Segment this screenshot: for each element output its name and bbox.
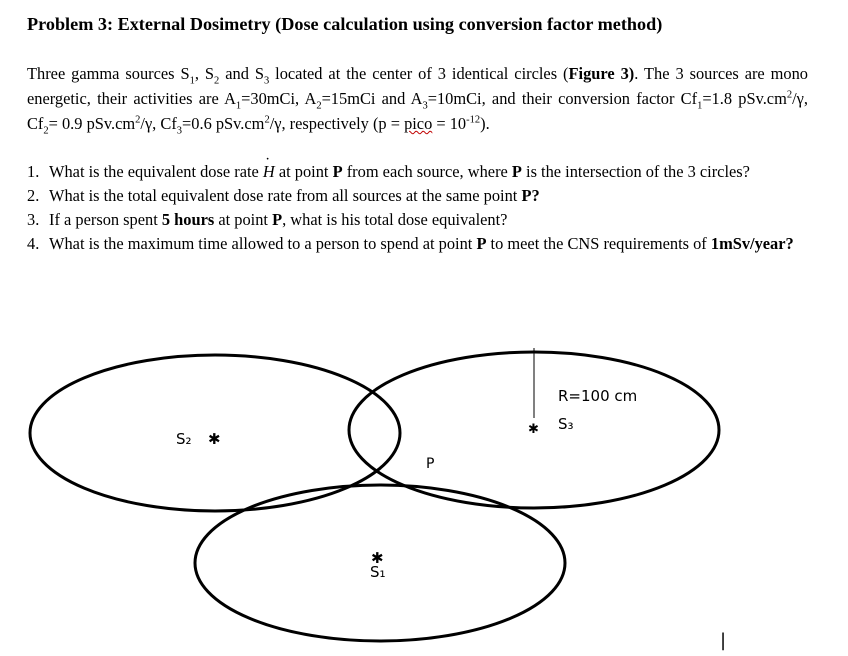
- dose-rate-symbol: H ˙: [263, 162, 275, 181]
- problem-title: Problem 3: External Dosimetry (Dose calculation using conversion factor method): [27, 14, 663, 34]
- spellcheck-word-pico: pico: [404, 114, 433, 133]
- source-s3-label: S₃: [558, 415, 574, 433]
- text-cursor: |: [720, 630, 727, 651]
- source-s3-marker: ✱: [528, 422, 539, 437]
- source-s2-label: S₂: [176, 430, 192, 448]
- question-3: 3. If a person spent 5 hours at point P, what is his total dose equivalent?: [27, 210, 508, 229]
- source-s1-marker: ✱: [371, 549, 384, 567]
- problem-description: Three gamma sources $S_1$, $S_2$ and $S_3$ located at the center of 3 identical circles (Figure 3). The 3 sources are mono energetic, their activities are $A_1=30mCi$, $A_2=15mCi$ and $A_3=10mCi$, and their conversion factor $Cf_1=1.8$ $pSv.cm^2/\gamma$, $Cf_2= 0.9$ $pSv.cm^2/\gamma$, $Cf_3=0.6$ $pSv.cm^2/\gamma$, respectively (p = pico = $10^{-12}$).: [27, 64, 808, 137]
- point-p-label: P: [426, 456, 435, 472]
- question-2: 2. What is the total equivalent dose rate from all sources at the same point P?: [27, 186, 540, 205]
- source-s2-marker: ✱: [208, 430, 221, 448]
- question-4: 4. What is the maximum time allowed to a person to spend at point P to meet the CNS requirements of 1mSv/year?: [27, 234, 794, 253]
- figure-reference: Figure 3): [568, 64, 635, 83]
- radius-label: R=100 cm: [558, 387, 638, 405]
- source-s1-label: S₁: [370, 563, 386, 581]
- question-1: 1. What is the equivalent dose rate H ˙ at point P from each source, where P is the intersection of the 3 circles?: [27, 160, 808, 184]
